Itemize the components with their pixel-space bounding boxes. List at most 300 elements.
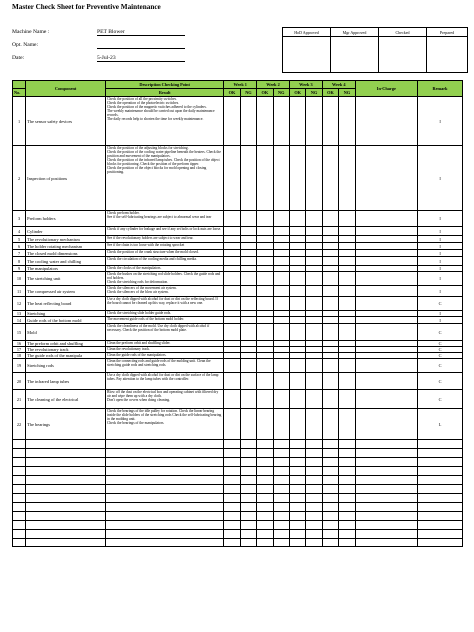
week-1-ok-checkbox[interactable] [224,243,240,250]
week-4-ng-checkbox[interactable] [339,373,355,390]
week-4-ng-checkbox[interactable] [339,211,355,227]
week-1-ok-checkbox[interactable] [224,521,240,530]
machine-name-value: PET Blower [97,29,185,36]
week-3-ng-checkbox[interactable] [306,449,322,458]
week-4-ng-checkbox[interactable] [339,409,355,440]
in-charge-cell[interactable] [355,243,417,250]
week-2-ok-checkbox[interactable] [257,503,273,512]
week-2-ng-checkbox[interactable] [273,250,289,257]
component-cell: The revolutionary mechanism [26,236,106,243]
week-3-ng-checkbox[interactable] [306,250,322,257]
week-2-ok-checkbox[interactable] [257,467,273,476]
remark-cell: C [418,359,463,373]
week-3-ng-checkbox[interactable] [306,257,322,266]
week-2-ng-checkbox[interactable] [273,494,289,503]
week-2-ng-checkbox[interactable] [273,97,289,146]
week-3-ok-checkbox[interactable] [289,512,305,521]
week-1-ng-checkbox[interactable] [240,503,256,512]
week-3-ng-checkbox[interactable] [306,458,322,467]
week-1-ok-checkbox[interactable] [224,390,240,409]
week-3-ng-checkbox[interactable] [306,286,322,297]
week-4-ng-checkbox[interactable] [339,250,355,257]
week-4-ok-checkbox[interactable] [322,227,338,236]
week-2-ng-checkbox[interactable] [273,297,289,311]
week-1-ng-checkbox[interactable] [240,530,256,539]
week-2-ng-checkbox[interactable] [273,539,289,547]
week-3-ng-checkbox[interactable] [306,146,322,211]
week-3-ng-checkbox[interactable] [306,409,322,440]
in-charge-cell[interactable] [355,272,417,286]
week-2-ok-checkbox[interactable] [257,390,273,409]
in-charge-cell[interactable] [355,512,417,521]
week-2-ng-checkbox[interactable] [273,236,289,243]
table-row [13,97,463,146]
week-1-ng-checkbox[interactable] [240,146,256,211]
week-4-ng-checkbox[interactable] [339,494,355,503]
week-2-ng-checkbox[interactable] [273,359,289,373]
week-2-ng-checkbox[interactable] [273,530,289,539]
week-3-ok-checkbox[interactable] [289,530,305,539]
week-4-ng-checkbox[interactable] [339,530,355,539]
week-4-ok-checkbox[interactable] [322,257,338,266]
week-4-ng-checkbox[interactable] [339,146,355,211]
component-cell [26,494,106,503]
week-1-ng-checkbox[interactable] [240,440,256,449]
week-1-ng-checkbox[interactable] [240,458,256,467]
week-4-ng-checkbox[interactable] [339,449,355,458]
week-4-ok-checkbox[interactable] [322,324,338,341]
week-1-ng-checkbox[interactable] [240,512,256,521]
week-3-ok-checkbox[interactable] [289,409,305,440]
prepared-signature-box[interactable] [427,37,468,73]
in-charge-cell[interactable] [355,146,417,211]
week-1-ng-checkbox[interactable] [240,521,256,530]
week-1-ok-checkbox[interactable] [224,324,240,341]
week-2-ng-checkbox[interactable] [273,286,289,297]
table-row [13,503,463,512]
week-1-ng-checkbox[interactable] [240,409,256,440]
week-1-ng-checkbox[interactable] [240,485,256,494]
week-4-ng-checkbox[interactable] [339,476,355,485]
week-1-ok-header: OK [224,89,240,97]
week-2-ng-checkbox[interactable] [273,243,289,250]
week-3-ng-checkbox[interactable] [306,211,322,227]
week-4-ng-checkbox[interactable] [339,257,355,266]
week-4-ng-checkbox[interactable] [339,286,355,297]
table-row [13,449,463,458]
week-3-ok-checkbox[interactable] [289,449,305,458]
week-1-ok-checkbox[interactable] [224,449,240,458]
week-1-ok-checkbox[interactable] [224,317,240,324]
in-charge-cell[interactable] [355,409,417,440]
week-1-ng-checkbox[interactable] [240,373,256,390]
week-3-ng-checkbox[interactable] [306,97,322,146]
in-charge-cell[interactable] [355,257,417,266]
week-4-ok-checkbox[interactable] [322,146,338,211]
week-1-ok-checkbox[interactable] [224,467,240,476]
week-3-ok-checkbox[interactable] [289,458,305,467]
week-4-ng-checkbox[interactable] [339,539,355,547]
week-1-ng-checkbox[interactable] [240,250,256,257]
in-charge-cell[interactable] [355,440,417,449]
in-charge-cell[interactable] [355,521,417,530]
week-3-ok-checkbox[interactable] [289,297,305,311]
week-2-ok-checkbox[interactable] [257,286,273,297]
in-charge-cell[interactable] [355,503,417,512]
week-4-ok-checkbox[interactable] [322,503,338,512]
week-1-ok-checkbox[interactable] [224,485,240,494]
week-4-ng-checkbox[interactable] [339,359,355,373]
week-1-ok-checkbox[interactable] [224,530,240,539]
week-3-ng-checkbox[interactable] [306,227,322,236]
week-2-ng-checkbox[interactable] [273,390,289,409]
week-2-ok-checkbox[interactable] [257,539,273,547]
week-2-ng-checkbox[interactable] [273,485,289,494]
week-2-ng-checkbox[interactable] [273,521,289,530]
week-1-ok-checkbox[interactable] [224,236,240,243]
week-2-ng-checkbox[interactable] [273,373,289,390]
week-4-ok-checkbox[interactable] [322,236,338,243]
description-cell [106,512,224,521]
week-2-ok-checkbox[interactable] [257,97,273,146]
week-1-ng-checkbox[interactable] [240,297,256,311]
week-1-ng-checkbox[interactable] [240,243,256,250]
week-2-ok-checkbox[interactable] [257,530,273,539]
week-3-ng-checkbox[interactable] [306,494,322,503]
week-2-ok-checkbox[interactable] [257,272,273,286]
week-1-ng-checkbox[interactable] [240,97,256,146]
week-4-ok-checkbox[interactable] [322,494,338,503]
week-3-ok-checkbox[interactable] [289,373,305,390]
week-1-ok-checkbox[interactable] [224,146,240,211]
week-4-ng-checkbox[interactable] [339,440,355,449]
table-row [13,409,463,440]
week-1-ng-checkbox[interactable] [240,467,256,476]
row-number: 5 [13,236,26,243]
week-3-ok-checkbox[interactable] [289,521,305,530]
week-1-ok-checkbox[interactable] [224,297,240,311]
checked-signature-box[interactable] [379,37,427,73]
week-4-ng-checkbox[interactable] [339,458,355,467]
week-3-ng-checkbox[interactable] [306,297,322,311]
week-2-ok-checkbox[interactable] [257,449,273,458]
week-2-ok-checkbox[interactable] [257,440,273,449]
week-1-ng-checkbox[interactable] [240,227,256,236]
week-1-ok-checkbox[interactable] [224,539,240,547]
in-charge-cell[interactable] [355,211,417,227]
week-1-ok-checkbox[interactable] [224,227,240,236]
week-4-ok-checkbox[interactable] [322,97,338,146]
week-1-ok-checkbox[interactable] [224,512,240,521]
week-3-ok-checkbox[interactable] [289,539,305,547]
week-3-ng-checkbox[interactable] [306,503,322,512]
remark-cell [418,539,463,547]
week-2-ng-checkbox[interactable] [273,440,289,449]
week-1-ok-checkbox[interactable] [224,494,240,503]
week-4-ok-checkbox[interactable] [322,458,338,467]
week-3-ng-checkbox[interactable] [306,440,322,449]
in-charge-cell[interactable] [355,286,417,297]
week-3-ng-checkbox[interactable] [306,373,322,390]
in-charge-cell[interactable] [355,236,417,243]
week-4-ok-checkbox[interactable] [322,297,338,311]
description-cell: Clean the guide rods of the manipulators. [106,353,224,359]
component-cell [26,503,106,512]
remark-cell [418,512,463,521]
week-4-ok-checkbox[interactable] [322,317,338,324]
week-2-ok-checkbox[interactable] [257,476,273,485]
week-3-ok-checkbox[interactable] [289,494,305,503]
week-1-ok-checkbox[interactable] [224,409,240,440]
in-charge-cell[interactable] [355,250,417,257]
week-3-ng-checkbox[interactable] [306,359,322,373]
week-4-ng-checkbox[interactable] [339,503,355,512]
week-2-ng-checkbox[interactable] [273,272,289,286]
week-4-ng-checkbox[interactable] [339,512,355,521]
week-4-ok-checkbox[interactable] [322,272,338,286]
week-1-ok-checkbox[interactable] [224,458,240,467]
week-3-ng-checkbox[interactable] [306,485,322,494]
week-1-ng-checkbox[interactable] [240,359,256,373]
table-row [13,243,463,250]
week-2-ng-checkbox[interactable] [273,409,289,440]
week-3-ng-checkbox[interactable] [306,243,322,250]
week-3-ng-checkbox[interactable] [306,467,322,476]
remark-cell [418,476,463,485]
week-1-ng-checkbox[interactable] [240,257,256,266]
week-1-ng-checkbox[interactable] [240,539,256,547]
week-1-ng-checkbox[interactable] [240,476,256,485]
remark-cell [418,449,463,458]
week-2-ok-checkbox[interactable] [257,211,273,227]
description-cell: Check the bearings of the idle pulley for rotation. Check the linear bearing inside the slide holders of the stretching rods Check the self-lubricating bearing in the molding unit. Check the bearings of the manipulators. [106,409,224,440]
week-2-ng-checkbox[interactable] [273,449,289,458]
week-4-ok-checkbox[interactable] [322,440,338,449]
week-3-ok-checkbox[interactable] [289,317,305,324]
week-2-ng-checkbox[interactable] [273,324,289,341]
in-charge-cell[interactable] [355,449,417,458]
week-4-ok-checkbox[interactable] [322,243,338,250]
week-3-ok-checkbox[interactable] [289,359,305,373]
week-3-ok-checkbox[interactable] [289,467,305,476]
week-4-ng-checkbox[interactable] [339,521,355,530]
week-2-ok-checkbox[interactable] [257,250,273,257]
week-4-ng-checkbox[interactable] [339,236,355,243]
week-2-ok-checkbox[interactable] [257,243,273,250]
week-4-ok-checkbox[interactable] [322,409,338,440]
week-1-ng-checkbox[interactable] [240,272,256,286]
week-3-ng-checkbox[interactable] [306,236,322,243]
remark-cell [418,485,463,494]
week-2-ok-checkbox[interactable] [257,146,273,211]
description-cell: Check the position of the adjusting blocks for stretching. Check the position of the cooling water pipeline beneath the heaters. Check the position and movement of the manipulators. Check the position of the infrared lamp tubes. Check the position of the object blocks for positioning. Check the position of the preform tipper. Check the position of the object blocks for mold opening and closing positioning. [106,146,224,211]
week-3-header: Week 3 [289,81,322,89]
week-2-ok-checkbox[interactable] [257,409,273,440]
week-4-ng-checkbox[interactable] [339,297,355,311]
week-2-ok-checkbox[interactable] [257,297,273,311]
week-4-ng-checkbox[interactable] [339,485,355,494]
week-2-ng-checkbox[interactable] [273,211,289,227]
in-charge-cell[interactable] [355,467,417,476]
week-4-ng-checkbox[interactable] [339,97,355,146]
week-3-ok-checkbox[interactable] [289,227,305,236]
week-1-ng-checkbox[interactable] [240,211,256,227]
table-row [13,440,463,449]
in-charge-cell[interactable] [355,458,417,467]
week-4-ng-checkbox[interactable] [339,390,355,409]
week-2-ng-checkbox[interactable] [273,257,289,266]
week-3-ng-checkbox[interactable] [306,324,322,341]
hod-signature-box[interactable] [283,37,331,73]
week-2-ng-checkbox[interactable] [273,476,289,485]
week-2-ok-checkbox[interactable] [257,494,273,503]
week-2-ok-checkbox[interactable] [257,317,273,324]
row-number: 22 [13,409,26,440]
week-3-ng-checkbox[interactable] [306,512,322,521]
week-3-ng-checkbox[interactable] [306,390,322,409]
in-charge-cell[interactable] [355,494,417,503]
week-3-ok-checkbox[interactable] [289,324,305,341]
in-charge-cell[interactable] [355,476,417,485]
in-charge-cell[interactable] [355,539,417,547]
week-2-ok-checkbox[interactable] [257,458,273,467]
week-3-ok-checkbox[interactable] [289,390,305,409]
week-2-ok-checkbox[interactable] [257,227,273,236]
in-charge-cell[interactable] [355,324,417,341]
week-4-ok-checkbox[interactable] [322,521,338,530]
description-cell [106,440,224,449]
week-3-ok-checkbox[interactable] [289,236,305,243]
week-1-ok-checkbox[interactable] [224,211,240,227]
week-4-ok-checkbox[interactable] [322,359,338,373]
remark-cell: I [418,286,463,297]
week-1-ng-checkbox[interactable] [240,286,256,297]
week-3-ok-checkbox[interactable] [289,476,305,485]
description-cell: Check the clocks of the manipulators. [106,266,224,272]
in-charge-cell[interactable] [355,485,417,494]
week-1-ok-checkbox[interactable] [224,373,240,390]
week-1-ok-checkbox[interactable] [224,503,240,512]
table-row [13,458,463,467]
week-2-ok-checkbox[interactable] [257,521,273,530]
week-3-ok-checkbox[interactable] [289,146,305,211]
week-4-ok-checkbox[interactable] [322,467,338,476]
week-1-ok-checkbox[interactable] [224,476,240,485]
week-1-ok-checkbox[interactable] [224,359,240,373]
week-3-ok-checkbox[interactable] [289,272,305,286]
week-4-ok-checkbox[interactable] [322,539,338,547]
week-4-ng-checkbox[interactable] [339,317,355,324]
week-3-ok-checkbox[interactable] [289,211,305,227]
week-1-ng-checkbox[interactable] [240,449,256,458]
week-2-ok-checkbox[interactable] [257,485,273,494]
week-4-ok-checkbox[interactable] [322,449,338,458]
week-2-ok-checkbox[interactable] [257,324,273,341]
week-4-ng-checkbox[interactable] [339,272,355,286]
week-4-ok-checkbox[interactable] [322,250,338,257]
week-2-ng-checkbox[interactable] [273,467,289,476]
week-3-ng-checkbox[interactable] [306,317,322,324]
week-1-ng-checkbox[interactable] [240,317,256,324]
week-1-ok-checkbox[interactable] [224,440,240,449]
week-2-ok-checkbox[interactable] [257,236,273,243]
description-cell: Use a dry cloth dipped with alcohol for dust or dirt on the surface of the lamp tubes. Pay attention to the lamp tubes with the controller. [106,373,224,390]
week-4-ok-header: OK [322,89,338,97]
week-3-ok-checkbox[interactable] [289,97,305,146]
in-charge-cell[interactable] [355,227,417,236]
week-2-ng-checkbox[interactable] [273,458,289,467]
in-charge-header: In-Charge [355,81,417,97]
week-4-ng-checkbox[interactable] [339,324,355,341]
table-row [13,286,463,297]
week-3-ng-checkbox[interactable] [306,521,322,530]
week-4-ng-checkbox[interactable] [339,243,355,250]
in-charge-cell[interactable] [355,97,417,146]
week-1-ok-checkbox[interactable] [224,272,240,286]
week-2-ng-checkbox[interactable] [273,503,289,512]
week-4-ok-checkbox[interactable] [322,373,338,390]
in-charge-cell[interactable] [355,530,417,539]
week-2-ng-checkbox[interactable] [273,317,289,324]
week-4-ok-checkbox[interactable] [322,512,338,521]
hod-approved-label: HoD Approved [283,28,331,37]
week-3-ng-checkbox[interactable] [306,272,322,286]
week-3-ok-checkbox[interactable] [289,503,305,512]
week-3-ok-checkbox[interactable] [289,243,305,250]
week-1-ok-checkbox[interactable] [224,250,240,257]
week-1-ng-checkbox[interactable] [240,324,256,341]
week-3-ok-checkbox[interactable] [289,485,305,494]
week-1-ng-checkbox[interactable] [240,390,256,409]
week-1-ok-checkbox[interactable] [224,257,240,266]
week-2-ng-checkbox[interactable] [273,146,289,211]
week-1-ok-checkbox[interactable] [224,97,240,146]
week-3-ng-checkbox[interactable] [306,476,322,485]
week-3-ok-checkbox[interactable] [289,286,305,297]
in-charge-cell[interactable] [355,317,417,324]
week-2-ok-checkbox[interactable] [257,373,273,390]
week-4-ok-checkbox[interactable] [322,485,338,494]
week-3-ng-checkbox[interactable] [306,539,322,547]
mgr-signature-box[interactable] [331,37,379,73]
week-1-ok-checkbox[interactable] [224,286,240,297]
week-4-ng-checkbox[interactable] [339,467,355,476]
week-1-ng-checkbox[interactable] [240,236,256,243]
week-2-ng-checkbox[interactable] [273,512,289,521]
week-3-ok-checkbox[interactable] [289,257,305,266]
in-charge-cell[interactable] [355,373,417,390]
week-3-ng-checkbox[interactable] [306,530,322,539]
week-3-ok-checkbox[interactable] [289,250,305,257]
in-charge-cell[interactable] [355,390,417,409]
week-4-ok-checkbox[interactable] [322,390,338,409]
week-4-ng-checkbox[interactable] [339,227,355,236]
week-4-ok-checkbox[interactable] [322,286,338,297]
row-number: 18 [13,353,26,359]
week-4-ok-checkbox[interactable] [322,211,338,227]
in-charge-cell[interactable] [355,297,417,311]
week-2-ng-checkbox[interactable] [273,227,289,236]
week-4-ok-checkbox[interactable] [322,476,338,485]
week-3-ok-checkbox[interactable] [289,440,305,449]
week-1-ng-checkbox[interactable] [240,494,256,503]
week-2-ok-checkbox[interactable] [257,359,273,373]
week-4-ok-checkbox[interactable] [322,530,338,539]
description-cell: Clean the revolutionary track. [106,347,224,353]
week-2-ok-checkbox[interactable] [257,257,273,266]
in-charge-cell[interactable] [355,359,417,373]
week-2-ok-checkbox[interactable] [257,512,273,521]
